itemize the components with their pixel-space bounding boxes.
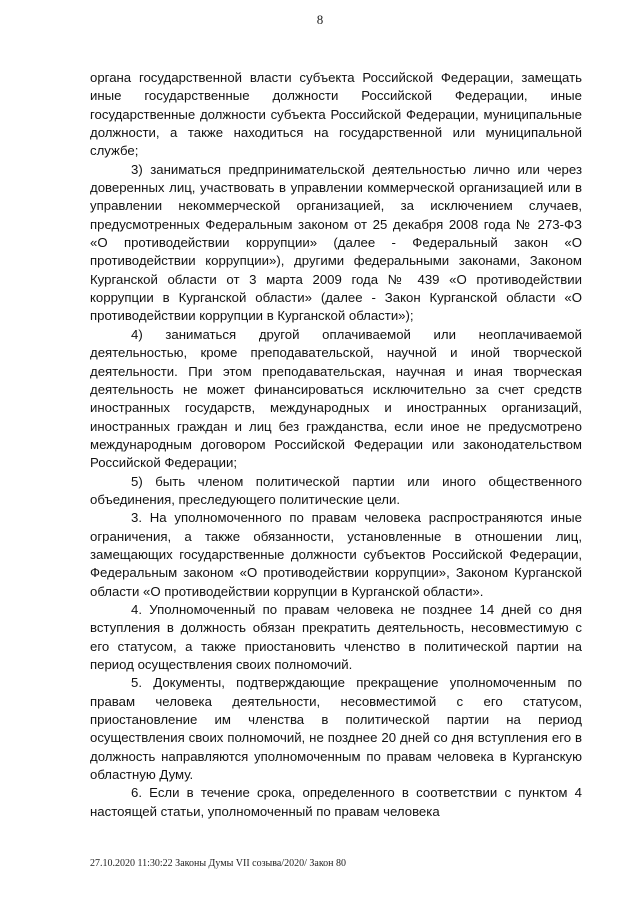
paragraph-part-4: 4. Уполномоченный по правам человека не позднее 14 дней со дня вступления в должность обязан прекратить деятельность, несовместимую с его статусом, а также приостановить членство в политической партии на период осуществления своих полномочий. bbox=[90, 601, 582, 672]
paragraph-part-3: 3. На уполномоченного по правам человека распространяются иные ограничения, а также обязанности, установленные в отношении лиц, замещающих государственные должности субъектов Российской Федерации, Федеральным законом «О противодействии коррупции», Законом Курганской области «О противодействии коррупции в Курганской области». bbox=[90, 510, 582, 599]
paragraph-part-5: 5. Документы, подтверждающие прекращение уполномоченным по правам человека деятельности, несовместимой с его статусом, приостановление им членства в политической партии на период осуществления своих полномочий, не позднее 20 дней со дня вступления его в должность направляются уполномоченным по правам человека в Курганскую областную Думу. bbox=[90, 675, 582, 783]
paragraph-part-6: 6. Если в течение срока, определенного в соответствии с пунктом 4 настоящей статьи, уполномоченный по правам человека bbox=[90, 785, 582, 819]
paragraph-continuation: органа государственной власти субъекта Российской Федерации, замещать иные государственные должности Российской Федерации, иные государственные должности субъекта Российской Федерации, муниципальные должности, а также находиться на государственной или муниципальной службе; bbox=[90, 70, 582, 159]
document-footer: 27.10.2020 11:30:22 Законы Думы VII созыва/2020/ Закон 80 bbox=[90, 858, 347, 869]
paragraph-item-5: 5) быть членом политической партии или иного общественного объединения, преследующего политические цели. bbox=[90, 473, 582, 507]
page-number: 8 bbox=[316, 12, 324, 27]
paragraph-item-3: 3) заниматься предпринимательской деятельностью лично или через доверенных лиц, участвовать в управлении коммерческой организацией или в управлении некоммерческой организацией, за исключением случаев, предусмотренных Федеральным законом от 25 декабря 2008 года № 273-ФЗ «О противодействии коррупции» (далее - Федеральный закон «О противодействии коррупции»), другими федеральными законами, Законом Курганской области от 3 марта 2009 года № 439 «О противодействии коррупции в Курганской области» (далее - Закон Курганской области «О противодействии коррупции в Курганской области»); bbox=[90, 161, 582, 324]
document-body bbox=[90, 69, 582, 821]
paragraph-item-4: 4) заниматься другой оплачиваемой или неоплачиваемой деятельностью, кроме преподавательской, научной и иной творческой деятельности. При этом преподавательская, научная и иная творческая деятельность не может финансироваться исключительно за счет средств иностранных государств, международных и иностранных организаций, иностранных граждан и лиц без гражданства, если иное не предусмотрено международным договором Российской Федерации или законодательством Российской Федерации; bbox=[90, 326, 582, 471]
